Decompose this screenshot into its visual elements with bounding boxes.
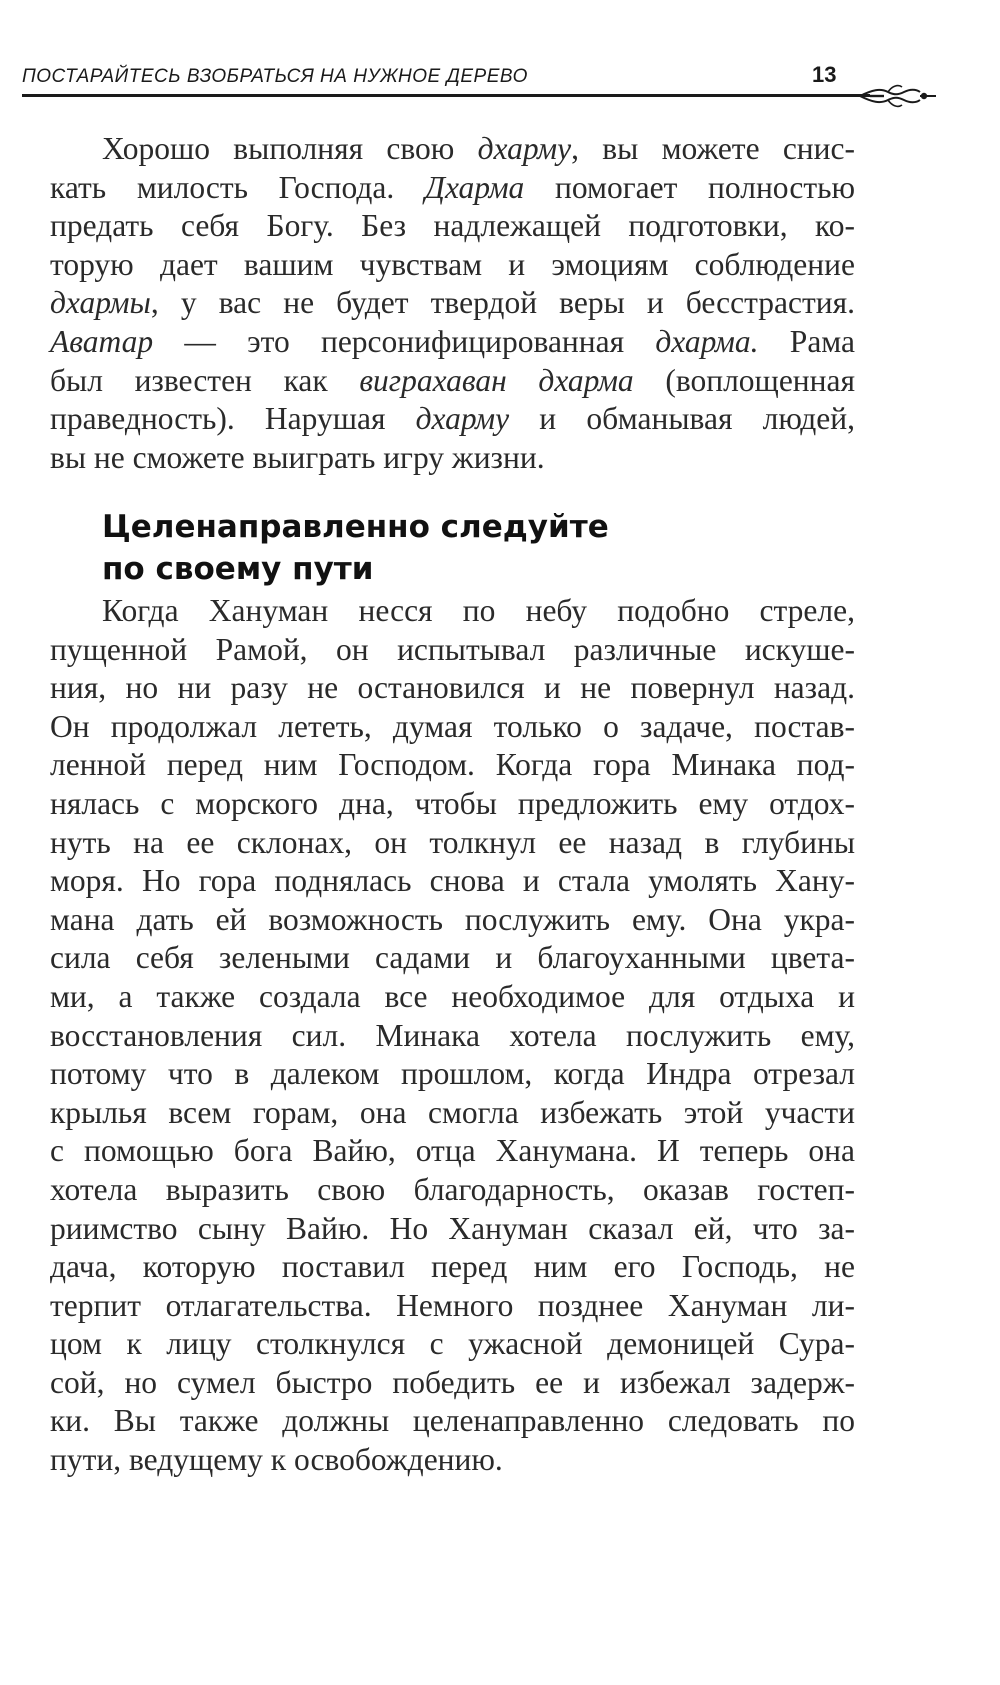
text-line: цом к лицу столкнулся с ужасной демоницей Сура- xyxy=(50,1326,855,1362)
page-number: 13 xyxy=(812,62,837,87)
header-rule xyxy=(22,94,870,97)
text-line: нялась с морского дна, чтобы предложить ему отдох- xyxy=(50,785,855,821)
text-segment: был известен как xyxy=(50,362,360,398)
text-segment: предать себя Богу. Без надлежащей подготовки, ко- xyxy=(50,208,855,244)
text-line xyxy=(50,130,855,169)
text-line: Когда Хануман несся по небу подобно стреле, xyxy=(102,593,855,628)
text-segment: торую дает вашим чувствам и эмоциям соблюдение xyxy=(50,246,855,282)
text-line: ми, а также создала все необходимое для отдыха и xyxy=(50,978,855,1014)
text-line: сила себя зелеными садами и благоуханными цвета- xyxy=(50,940,855,976)
text-line xyxy=(50,323,855,362)
text-line: хотела выразить свою благодарность, оказав гостеп- xyxy=(50,1171,855,1207)
text-line xyxy=(50,246,855,285)
text-segment: Рама xyxy=(758,323,855,359)
text-line: дача, которую поставил перед ним его Господь, не xyxy=(50,1249,855,1285)
text-line: с помощью бога Вайю, отца Ханумана. И теперь она xyxy=(50,1133,855,1169)
text-segment: и обманывая людей, xyxy=(509,401,856,437)
text-line: пущенной Рамой, он испытывал различные искуше- xyxy=(50,631,855,667)
text-line: Он продолжал лететь, думая только о задаче, постав- xyxy=(50,708,855,744)
italic-term: дхармы xyxy=(50,285,151,321)
italic-term: дхарму xyxy=(477,131,572,166)
paragraph-hanuman xyxy=(50,592,855,1480)
text-segment: вы не сможете выиграть игру жизни. xyxy=(50,439,545,475)
text-line: пути, ведущему к освобождению. xyxy=(50,1442,503,1478)
text-line: ки. Вы также должны целенаправленно следовать по xyxy=(50,1403,855,1439)
text-line: риимство сыну Вайю. Но Хануман сказал ей, что за- xyxy=(50,1210,855,1246)
section-heading xyxy=(102,506,609,590)
text-line xyxy=(50,439,855,478)
text-segment: Хорошо выполняя свою xyxy=(102,131,478,166)
paragraph-dharma xyxy=(50,130,855,477)
text-line: ленной перед ним Господом. Когда гора Минака под- xyxy=(50,747,855,783)
text-segment: , у вас не будет твердой веры и бесстрастия. xyxy=(150,285,855,321)
italic-term: Аватар xyxy=(50,323,154,359)
text-line: восстановления сил. Минака хотела послужить ему, xyxy=(50,1017,855,1053)
italic-term: дхарма. xyxy=(655,323,759,359)
running-header xyxy=(22,62,922,102)
text-line xyxy=(50,362,855,401)
header-ornament-icon xyxy=(858,82,938,110)
italic-term: виграхаван дхарма xyxy=(359,362,634,398)
italic-term: дхарму xyxy=(415,401,510,437)
text-line: сой, но сумел быстро победить ее и избежал задерж- xyxy=(50,1364,855,1400)
running-header-title: ПОСТАРАЙТЕСЬ ВЗОБРАТЬСЯ НА НУЖНОЕ ДЕРЕВО xyxy=(22,66,528,87)
text-line xyxy=(50,169,855,208)
text-segment: праведность). Нарушая xyxy=(50,401,416,437)
text-line: потому что в далеком прошлом, когда Индра отрезал xyxy=(50,1056,855,1092)
section-heading-line-1: Целенаправленно следуйте xyxy=(102,509,609,545)
text-line: ния, но ни разу не остановился и не повернул назад. xyxy=(50,670,855,706)
text-line xyxy=(50,400,855,439)
text-line xyxy=(50,207,855,246)
text-line xyxy=(50,284,855,323)
text-line: мана дать ей возможность послужить ему. Она укра- xyxy=(50,901,855,937)
section-heading-line-2: по своему пути xyxy=(102,551,374,587)
italic-term: Дхарма xyxy=(424,169,525,205)
text-line: моря. Но гора поднялась снова и стала умолять Хану- xyxy=(50,863,855,899)
text-segment: , вы можете снис- xyxy=(571,131,855,166)
text-segment: кать милость Господа. xyxy=(50,169,425,205)
text-line: терпит отлагательства. Немного позднее Хануман ли- xyxy=(50,1287,855,1323)
text-segment: — это персонифицированная xyxy=(153,323,656,359)
text-line: крылья всем горам, она смогла избежать этой участи xyxy=(50,1094,855,1130)
text-segment: (воплощенная xyxy=(633,362,855,398)
text-line: нуть на ее склонах, он толкнул ее назад в глубины xyxy=(50,824,855,860)
text-segment: помогает полностью xyxy=(524,169,855,205)
